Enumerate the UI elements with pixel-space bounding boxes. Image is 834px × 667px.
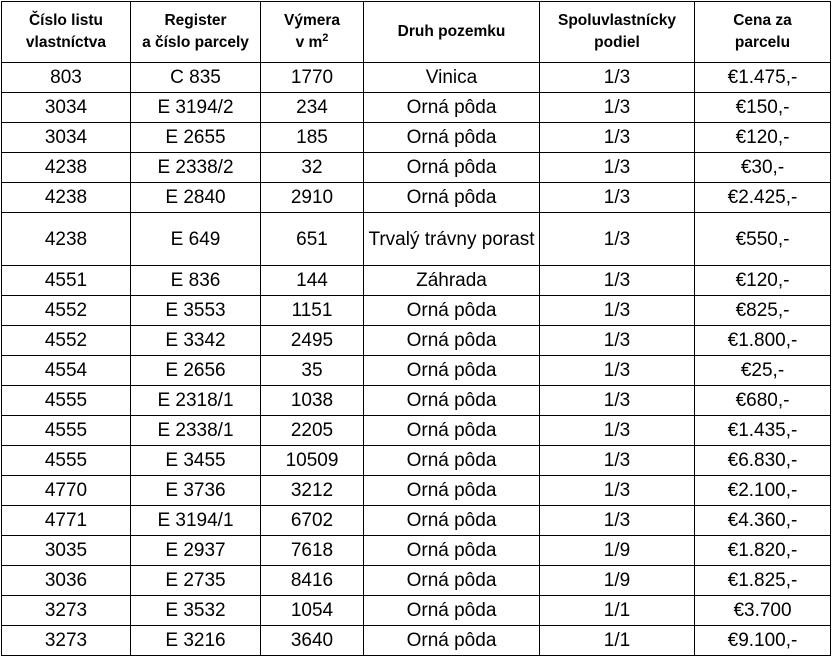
ownership-sheet-cell: 3273 — [2, 596, 131, 626]
register-parcel-cell: E 2937 — [131, 536, 261, 566]
share-cell: 1/3 — [540, 213, 695, 266]
table-row — [2, 123, 831, 153]
table-row — [2, 446, 831, 476]
table-row — [2, 536, 831, 566]
header-co-ownership-share: Spoluvlastnícky podiel — [540, 2, 695, 63]
ownership-sheet-cell: 3034 — [2, 123, 131, 153]
ownership-sheet-cell: 4238 — [2, 183, 131, 213]
share-cell: 1/3 — [540, 476, 695, 506]
header-ownership-sheet: Číslo listu vlastníctva — [2, 2, 131, 63]
table-row — [2, 266, 831, 296]
land-type-cell: Orná pôda — [364, 296, 540, 326]
land-type-cell: Orná pôda — [364, 416, 540, 446]
ownership-sheet-cell: 4552 — [2, 326, 131, 356]
ownership-sheet-cell: 3035 — [2, 536, 131, 566]
table-row — [2, 153, 831, 183]
ownership-sheet-cell: 4238 — [2, 153, 131, 183]
table-row — [2, 183, 831, 213]
price-cell: €4.360,- — [695, 506, 831, 536]
price-cell: €120,- — [695, 123, 831, 153]
area-cell: 185 — [261, 123, 364, 153]
register-parcel-cell: E 3736 — [131, 476, 261, 506]
register-parcel-cell: C 835 — [131, 63, 261, 93]
parcel-table — [1, 1, 831, 656]
ownership-sheet-cell: 4770 — [2, 476, 131, 506]
ownership-sheet-cell: 803 — [2, 63, 131, 93]
register-parcel-cell: E 3216 — [131, 626, 261, 656]
price-cell: €120,- — [695, 266, 831, 296]
ownership-sheet-cell: 4552 — [2, 296, 131, 326]
ownership-sheet-cell: 3036 — [2, 566, 131, 596]
header-area: Výmera v $m^2$ — [261, 2, 364, 63]
land-type-cell: Orná pôda — [364, 476, 540, 506]
table-header — [2, 2, 831, 63]
area-cell: 651 — [261, 213, 364, 266]
share-cell: 1/3 — [540, 446, 695, 476]
land-type-cell: Orná pôda — [364, 386, 540, 416]
price-cell: €1.435,- — [695, 416, 831, 446]
register-parcel-cell: E 3342 — [131, 326, 261, 356]
price-cell: €25,- — [695, 356, 831, 386]
register-parcel-cell: E 3455 — [131, 446, 261, 476]
table-row — [2, 506, 831, 536]
share-cell: 1/9 — [540, 566, 695, 596]
table-body — [2, 63, 831, 656]
share-cell: 1/3 — [540, 183, 695, 213]
area-cell: 1151 — [261, 296, 364, 326]
land-type-cell: Orná pôda — [364, 596, 540, 626]
area-cell: 10509 — [261, 446, 364, 476]
table-row — [2, 356, 831, 386]
price-cell: €30,- — [695, 153, 831, 183]
price-cell: €150,- — [695, 93, 831, 123]
area-cell: 7618 — [261, 536, 364, 566]
area-cell: 1770 — [261, 63, 364, 93]
land-type-cell: Orná pôda — [364, 536, 540, 566]
share-cell: 1/3 — [540, 386, 695, 416]
land-type-cell: Orná pôda — [364, 446, 540, 476]
area-cell: 32 — [261, 153, 364, 183]
share-cell: 1/3 — [540, 123, 695, 153]
register-parcel-cell: E 3553 — [131, 296, 261, 326]
land-type-cell: Orná pôda — [364, 93, 540, 123]
header-land-type: Druh pozemku — [364, 2, 540, 63]
register-parcel-cell: E 2338/1 — [131, 416, 261, 446]
table-row — [2, 566, 831, 596]
share-cell: 1/3 — [540, 63, 695, 93]
table-row — [2, 626, 831, 656]
area-cell: 3212 — [261, 476, 364, 506]
table-row — [2, 213, 831, 266]
price-cell: €1.825,- — [695, 566, 831, 596]
land-type-cell: Trvalý trávny porast — [364, 213, 540, 266]
price-cell: €825,- — [695, 296, 831, 326]
share-cell: 1/3 — [540, 326, 695, 356]
register-parcel-cell: E 3532 — [131, 596, 261, 626]
share-cell: 1/3 — [540, 356, 695, 386]
ownership-sheet-cell: 4555 — [2, 386, 131, 416]
table-row — [2, 476, 831, 506]
land-type-cell: Orná pôda — [364, 183, 540, 213]
register-parcel-cell: E 3194/1 — [131, 506, 261, 536]
land-type-cell: Orná pôda — [364, 326, 540, 356]
ownership-sheet-cell: 4555 — [2, 416, 131, 446]
share-cell: 1/3 — [540, 266, 695, 296]
price-cell: €2.100,- — [695, 476, 831, 506]
area-cell: 8416 — [261, 566, 364, 596]
area-cell: 144 — [261, 266, 364, 296]
parcel-table-container — [1, 1, 830, 656]
register-parcel-cell: E 836 — [131, 266, 261, 296]
land-type-cell: Orná pôda — [364, 123, 540, 153]
ownership-sheet-cell: 4238 — [2, 213, 131, 266]
header-parcel-price: Cena za parcelu — [695, 2, 831, 63]
ownership-sheet-cell: 4555 — [2, 446, 131, 476]
area-cell: 6702 — [261, 506, 364, 536]
price-cell: €680,- — [695, 386, 831, 416]
area-cell: 3640 — [261, 626, 364, 656]
price-cell: €6.830,- — [695, 446, 831, 476]
land-type-cell: Orná pôda — [364, 626, 540, 656]
land-type-cell: Orná pôda — [364, 506, 540, 536]
land-type-cell: Záhrada — [364, 266, 540, 296]
price-cell: €1.820,- — [695, 536, 831, 566]
land-type-cell: Vinica — [364, 63, 540, 93]
price-cell: €2.425,- — [695, 183, 831, 213]
register-parcel-cell: E 2840 — [131, 183, 261, 213]
area-cell: 234 — [261, 93, 364, 123]
price-cell: €9.100,- — [695, 626, 831, 656]
area-cell: 2910 — [261, 183, 364, 213]
register-parcel-cell: E 3194/2 — [131, 93, 261, 123]
share-cell: 1/3 — [540, 506, 695, 536]
table-row — [2, 93, 831, 123]
table-row — [2, 63, 831, 93]
table-row — [2, 386, 831, 416]
share-cell: 1/3 — [540, 296, 695, 326]
land-type-cell: Orná pôda — [364, 153, 540, 183]
share-cell: 1/3 — [540, 153, 695, 183]
header-row — [2, 2, 831, 63]
table-row — [2, 416, 831, 446]
share-cell: 1/3 — [540, 93, 695, 123]
share-cell: 1/3 — [540, 416, 695, 446]
register-parcel-cell: E 649 — [131, 213, 261, 266]
ownership-sheet-cell: 4771 — [2, 506, 131, 536]
ownership-sheet-cell: 3273 — [2, 626, 131, 656]
register-parcel-cell: E 2735 — [131, 566, 261, 596]
register-parcel-cell: E 2318/1 — [131, 386, 261, 416]
area-cell: 1054 — [261, 596, 364, 626]
area-cell: 2495 — [261, 326, 364, 356]
share-cell: 1/1 — [540, 626, 695, 656]
table-row — [2, 296, 831, 326]
share-cell: 1/1 — [540, 596, 695, 626]
register-parcel-cell: E 2655 — [131, 123, 261, 153]
price-cell: €3.700 — [695, 596, 831, 626]
land-type-cell: Orná pôda — [364, 356, 540, 386]
price-cell: €550,- — [695, 213, 831, 266]
register-parcel-cell: E 2656 — [131, 356, 261, 386]
price-cell: €1.800,- — [695, 326, 831, 356]
area-cell: 1038 — [261, 386, 364, 416]
ownership-sheet-cell: 3034 — [2, 93, 131, 123]
table-row — [2, 596, 831, 626]
share-cell: 1/9 — [540, 536, 695, 566]
ownership-sheet-cell: 4554 — [2, 356, 131, 386]
area-cell: 35 — [261, 356, 364, 386]
header-register-parcel: Register a číslo parcely — [131, 2, 261, 63]
ownership-sheet-cell: 4551 — [2, 266, 131, 296]
price-cell: €1.475,- — [695, 63, 831, 93]
land-type-cell: Orná pôda — [364, 566, 540, 596]
table-row — [2, 326, 831, 356]
register-parcel-cell: E 2338/2 — [131, 153, 261, 183]
area-cell: 2205 — [261, 416, 364, 446]
